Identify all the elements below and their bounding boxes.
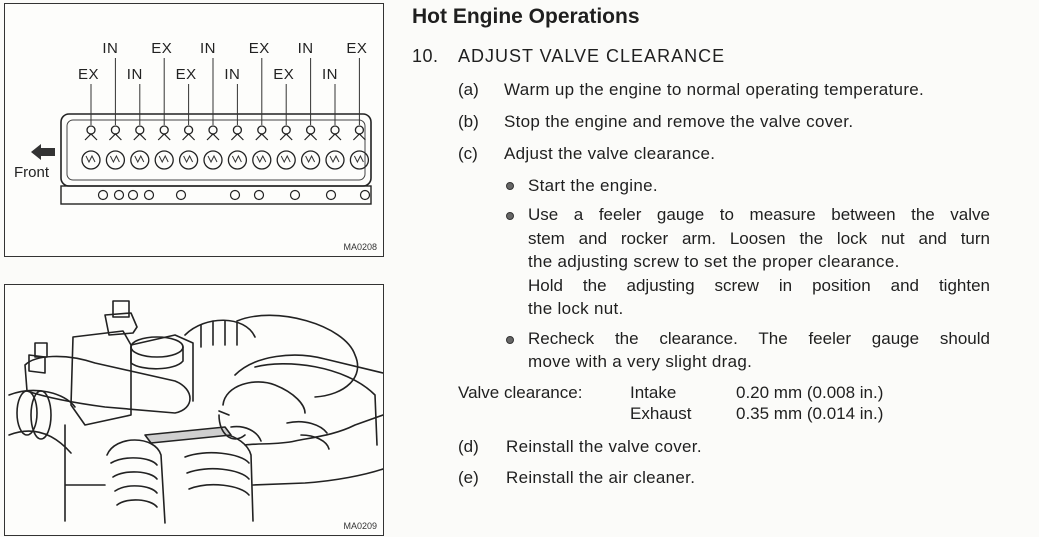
- substep-letter: (e): [458, 468, 479, 487]
- valve-label-bottom: IN: [322, 66, 338, 83]
- valve-label-top: IN: [297, 40, 314, 57]
- substep-text: Adjust the valve clearance.: [504, 144, 716, 163]
- substep-text: Stop the engine and remove the valve cover.: [504, 112, 854, 131]
- spec-label: Valve clearance:: [458, 383, 583, 402]
- substep-text: Warm up the engine to normal operating temperature.: [504, 80, 925, 99]
- bullet-text: Start the engine.: [528, 176, 658, 195]
- figure-code-bottom: MA0209: [343, 521, 377, 531]
- bullet-text: move with a very slight drag.: [528, 352, 753, 371]
- valve-label-top: IN: [200, 40, 216, 57]
- feeler-gauge-illustration: [5, 285, 383, 535]
- substep-letter: (c): [458, 144, 478, 163]
- front-label: Front: [14, 164, 50, 181]
- step-title: ADJUST VALVE CLEARANCE: [458, 46, 726, 66]
- feeler-gauge-figure: [4, 284, 384, 536]
- substep-text: Reinstall the valve cover.: [506, 437, 702, 456]
- substep-letter: (b): [458, 112, 479, 131]
- section-heading: Hot Engine Operations: [412, 5, 640, 28]
- bullet-text: Recheck the clearance. The feeler gauge should: [528, 329, 990, 348]
- spec-name-exhaust: Exhaust: [630, 404, 692, 423]
- bullet-text: Hold the adjusting screw in position and tighten: [528, 276, 990, 295]
- bullet-text: the adjusting screw to set the proper clearance.: [528, 252, 900, 271]
- substep-letter: (a): [458, 80, 479, 99]
- bullet-icon: [506, 336, 514, 344]
- bullet-icon: [506, 212, 514, 220]
- valve-label-bottom: IN: [224, 66, 241, 83]
- step-number: 10.: [412, 46, 439, 66]
- bullet-text: Use a feeler gauge to measure between the valve: [528, 205, 990, 224]
- valve-label-top: EX: [346, 40, 368, 57]
- valve-label-bottom: IN: [126, 66, 143, 83]
- valve-label-bottom: EX: [273, 66, 295, 83]
- bullet-text: stem and rocker arm. Loosen the lock nut and turn: [528, 229, 990, 248]
- valve-layout-figure: [4, 3, 384, 257]
- valve-label-top: EX: [151, 40, 173, 57]
- substep-text: Reinstall the air cleaner.: [506, 468, 696, 487]
- bullet-text: the lock nut.: [528, 299, 624, 318]
- substep-letter: (d): [458, 437, 479, 456]
- valve-label-top: IN: [102, 40, 119, 57]
- valve-label-bottom: EX: [175, 66, 197, 83]
- valve-label-top: EX: [248, 40, 270, 57]
- spec-name-intake: Intake: [630, 383, 677, 402]
- spec-value-intake: 0.20 mm (0.008 in.): [736, 383, 884, 402]
- figure-code-top: MA0208: [343, 242, 377, 252]
- valve-label-bottom: EX: [78, 66, 100, 83]
- bullet-icon: [506, 182, 514, 190]
- valve-layout-drawing: [5, 4, 383, 256]
- spec-value-exhaust: 0.35 mm (0.014 in.): [736, 404, 884, 423]
